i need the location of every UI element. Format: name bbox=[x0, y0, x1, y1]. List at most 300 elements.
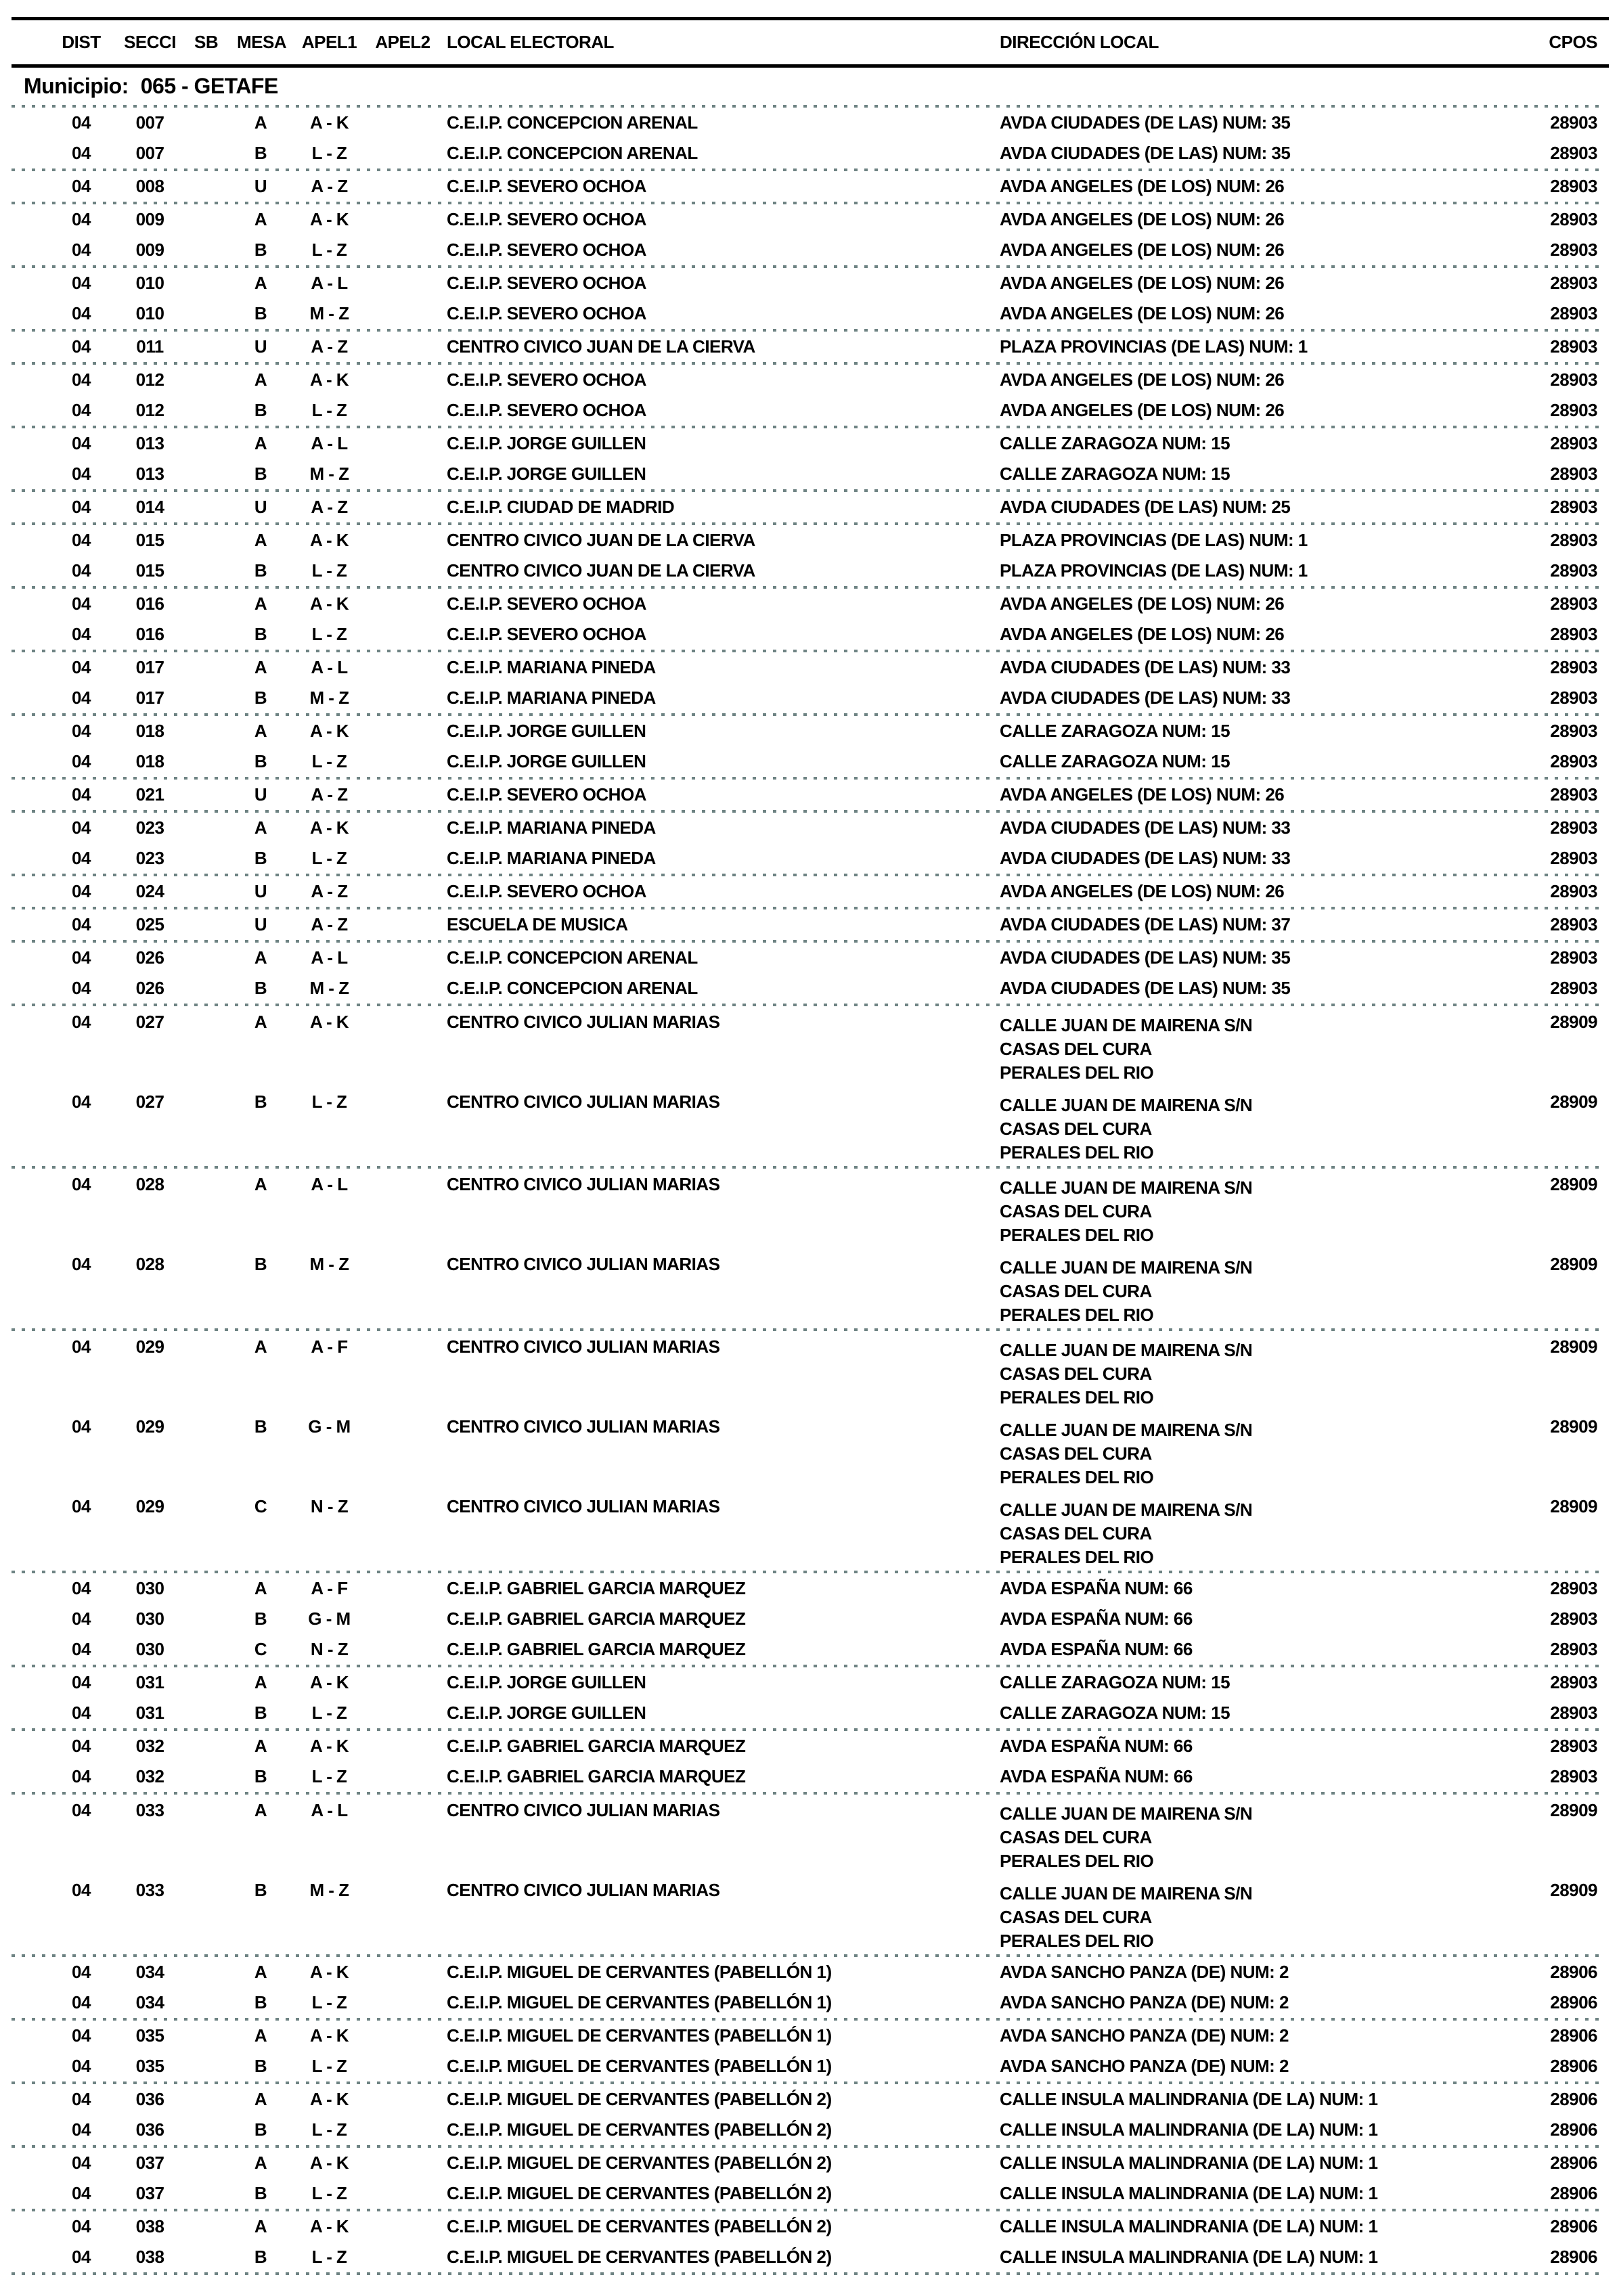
cell-direccion bbox=[1000, 751, 1446, 772]
cell-direccion bbox=[1000, 914, 1446, 935]
cell-apel1: L - Z bbox=[311, 2119, 347, 2140]
cell-local: C.E.I.P. SEVERO OCHOA bbox=[447, 369, 646, 390]
table-row bbox=[0, 2084, 1619, 2115]
table-row bbox=[0, 1731, 1619, 1761]
table-row bbox=[0, 492, 1619, 522]
cell-secci: 013 bbox=[135, 433, 164, 453]
cell-cpos: 28903 bbox=[1550, 112, 1597, 133]
cell-direccion bbox=[1000, 2247, 1446, 2268]
cell-secci: 015 bbox=[135, 530, 164, 550]
direccion-line: AVDA CIUDADES (DE LAS) NUM: 35 bbox=[1000, 978, 1291, 998]
cell-apel1: A - F bbox=[311, 1578, 348, 1598]
cell-dist: 04 bbox=[72, 1672, 91, 1692]
cell-direccion bbox=[1000, 1639, 1446, 1660]
cell-local: ESCUELA DE MUSICA bbox=[447, 914, 628, 935]
cell-secci: 036 bbox=[135, 2119, 164, 2140]
cell-secci: 029 bbox=[135, 1416, 164, 1437]
cell-secci: 016 bbox=[135, 624, 164, 644]
column-header-apel2: APEL2 bbox=[375, 32, 430, 52]
document-page bbox=[0, 17, 1619, 2275]
cell-secci: 018 bbox=[135, 721, 164, 741]
cell-secci: 033 bbox=[135, 1880, 164, 1900]
cell-mesa: B bbox=[254, 2247, 267, 2267]
direccion-line: AVDA CIUDADES (DE LAS) NUM: 35 bbox=[1000, 947, 1291, 968]
cell-cpos: 28903 bbox=[1550, 240, 1597, 260]
cell-mesa: B bbox=[254, 1703, 267, 1723]
direccion-line: CASAS DEL CURA bbox=[1000, 1364, 1152, 1384]
cell-local: CENTRO CIVICO JULIAN MARIAS bbox=[447, 1416, 720, 1437]
direccion-line: AVDA ANGELES (DE LOS) NUM: 26 bbox=[1000, 400, 1285, 420]
direccion-line: AVDA SANCHO PANZA (DE) NUM: 2 bbox=[1000, 2025, 1289, 2046]
table-row bbox=[0, 365, 1619, 395]
table-row bbox=[0, 204, 1619, 235]
cell-dist: 04 bbox=[72, 273, 91, 293]
direccion-line: AVDA ANGELES (DE LOS) NUM: 26 bbox=[1000, 624, 1285, 644]
cell-local: CENTRO CIVICO JULIAN MARIAS bbox=[447, 1174, 720, 1194]
cell-apel1: L - Z bbox=[311, 624, 347, 644]
cell-direccion bbox=[1000, 1336, 1446, 1410]
group-separator bbox=[12, 2272, 1604, 2275]
cell-cpos: 28903 bbox=[1550, 751, 1597, 771]
cell-secci: 038 bbox=[135, 2216, 164, 2236]
cell-secci: 035 bbox=[135, 2056, 164, 2076]
column-header-secci: SECCI bbox=[124, 32, 176, 52]
cell-mesa: B bbox=[254, 2183, 267, 2203]
column-header-cpos: CPOS bbox=[1549, 32, 1597, 52]
cell-dist: 04 bbox=[72, 336, 91, 357]
cell-apel1: A - K bbox=[309, 2025, 349, 2046]
cell-dist: 04 bbox=[72, 1766, 91, 1786]
cell-cpos: 28903 bbox=[1550, 497, 1597, 517]
cell-direccion bbox=[1000, 593, 1446, 614]
cell-direccion bbox=[1000, 273, 1446, 294]
cell-local: C.E.I.P. JORGE GUILLEN bbox=[447, 1672, 646, 1692]
direccion-line: PERALES DEL RIO bbox=[1000, 1547, 1154, 1567]
cell-dist: 04 bbox=[72, 2247, 91, 2267]
cell-secci: 015 bbox=[135, 560, 164, 581]
cell-local: C.E.I.P. MIGUEL DE CERVANTES (PABELLÓN 2) bbox=[447, 2119, 832, 2140]
cell-mesa: B bbox=[254, 848, 267, 868]
table-row bbox=[0, 1957, 1619, 1987]
column-header-sb: SB bbox=[194, 32, 219, 52]
table-row bbox=[0, 843, 1619, 874]
direccion-line: AVDA ANGELES (DE LOS) NUM: 26 bbox=[1000, 176, 1285, 196]
cell-local: C.E.I.P. MARIANA PINEDA bbox=[447, 848, 656, 868]
cell-direccion bbox=[1000, 784, 1446, 805]
cell-apel1: L - Z bbox=[311, 143, 347, 163]
direccion-line: AVDA ESPAÑA NUM: 66 bbox=[1000, 1736, 1193, 1756]
cell-local: C.E.I.P. GABRIEL GARCIA MARQUEZ bbox=[447, 1639, 746, 1659]
table-row bbox=[0, 943, 1619, 973]
cell-cpos: 28903 bbox=[1550, 176, 1597, 196]
cell-cpos: 28903 bbox=[1550, 209, 1597, 229]
cell-mesa: A bbox=[254, 2216, 267, 2236]
cell-dist: 04 bbox=[72, 1578, 91, 1598]
cell-cpos: 28906 bbox=[1550, 1992, 1597, 2012]
cell-apel1: L - Z bbox=[311, 2183, 347, 2203]
cell-secci: 035 bbox=[135, 2025, 164, 2046]
cell-direccion bbox=[1000, 1672, 1446, 1693]
cell-mesa: A bbox=[254, 530, 267, 550]
cell-local: C.E.I.P. SEVERO OCHOA bbox=[447, 593, 646, 614]
cell-mesa: B bbox=[254, 1091, 267, 1112]
cell-local: C.E.I.P. MARIANA PINEDA bbox=[447, 688, 656, 708]
column-header-mesa: MESA bbox=[237, 32, 287, 52]
cell-cpos: 28903 bbox=[1550, 593, 1597, 614]
cell-local: C.E.I.P. JORGE GUILLEN bbox=[447, 433, 646, 453]
cell-dist: 04 bbox=[72, 1608, 91, 1629]
cell-dist: 04 bbox=[72, 1336, 91, 1357]
cell-secci: 034 bbox=[135, 1962, 164, 1982]
cell-mesa: C bbox=[254, 1496, 267, 1516]
cell-local: C.E.I.P. CONCEPCION ARENAL bbox=[447, 143, 698, 163]
cell-mesa: A bbox=[254, 657, 267, 677]
cell-mesa: B bbox=[254, 2056, 267, 2076]
cell-dist: 04 bbox=[72, 1992, 91, 2012]
cell-local: CENTRO CIVICO JULIAN MARIAS bbox=[447, 1336, 720, 1357]
table-row bbox=[0, 1987, 1619, 2018]
cell-cpos: 28903 bbox=[1550, 303, 1597, 323]
direccion-line: AVDA CIUDADES (DE LAS) NUM: 35 bbox=[1000, 112, 1291, 133]
direccion-line: PERALES DEL RIO bbox=[1000, 1062, 1154, 1083]
direccion-line: CASAS DEL CURA bbox=[1000, 1281, 1152, 1301]
cell-local: CENTRO CIVICO JULIAN MARIAS bbox=[447, 1091, 720, 1112]
cell-local: C.E.I.P. MIGUEL DE CERVANTES (PABELLÓN 1) bbox=[447, 2025, 832, 2046]
cell-secci: 029 bbox=[135, 1336, 164, 1357]
cell-dist: 04 bbox=[72, 657, 91, 677]
cell-mesa: A bbox=[254, 721, 267, 741]
direccion-line: CALLE INSULA MALINDRANIA (DE LA) NUM: 1 bbox=[1000, 2247, 1378, 2267]
cell-direccion bbox=[1000, 1091, 1446, 1165]
cell-mesa: B bbox=[254, 1416, 267, 1437]
cell-mesa: A bbox=[254, 1578, 267, 1598]
cell-local: CENTRO CIVICO JULIAN MARIAS bbox=[447, 1254, 720, 1274]
cell-secci: 009 bbox=[135, 209, 164, 229]
direccion-line: CASAS DEL CURA bbox=[1000, 1039, 1152, 1059]
table-row bbox=[0, 1795, 1619, 1874]
cell-mesa: B bbox=[254, 751, 267, 771]
cell-secci: 014 bbox=[135, 497, 164, 517]
cell-apel1: N - Z bbox=[310, 1496, 349, 1516]
cell-mesa: U bbox=[254, 784, 267, 805]
cell-direccion bbox=[1000, 400, 1446, 421]
cell-mesa: A bbox=[254, 1174, 267, 1194]
cell-cpos: 28906 bbox=[1550, 2056, 1597, 2076]
cell-mesa: A bbox=[254, 369, 267, 390]
cell-local: C.E.I.P. CIUDAD DE MADRID bbox=[447, 497, 675, 517]
cell-dist: 04 bbox=[72, 2089, 91, 2109]
cell-mesa: B bbox=[254, 1992, 267, 2012]
table-row bbox=[0, 876, 1619, 907]
cell-dist: 04 bbox=[72, 947, 91, 968]
cell-local: C.E.I.P. MARIANA PINEDA bbox=[447, 817, 656, 838]
table-row bbox=[0, 973, 1619, 1004]
cell-local: C.E.I.P. GABRIEL GARCIA MARQUEZ bbox=[447, 1736, 746, 1756]
direccion-line: AVDA SANCHO PANZA (DE) NUM: 2 bbox=[1000, 2056, 1289, 2076]
cell-mesa: A bbox=[254, 593, 267, 614]
cell-local: CENTRO CIVICO JUAN DE LA CIERVA bbox=[447, 560, 755, 581]
direccion-line: CALLE ZARAGOZA NUM: 15 bbox=[1000, 464, 1230, 484]
cell-dist: 04 bbox=[72, 624, 91, 644]
direccion-line: AVDA ESPAÑA NUM: 66 bbox=[1000, 1766, 1193, 1786]
direccion-line: AVDA SANCHO PANZA (DE) NUM: 2 bbox=[1000, 1962, 1289, 1982]
cell-secci: 016 bbox=[135, 593, 164, 614]
cell-apel1: N - Z bbox=[310, 1639, 349, 1659]
cell-cpos: 28906 bbox=[1550, 2183, 1597, 2203]
direccion-line: CALLE INSULA MALINDRANIA (DE LA) NUM: 1 bbox=[1000, 2183, 1378, 2203]
cell-apel1: A - F bbox=[311, 1336, 348, 1357]
cell-apel1: L - Z bbox=[311, 2056, 347, 2076]
direccion-line: CASAS DEL CURA bbox=[1000, 1523, 1152, 1544]
cell-cpos: 28903 bbox=[1550, 1578, 1597, 1598]
cell-dist: 04 bbox=[72, 303, 91, 323]
cell-mesa: B bbox=[254, 560, 267, 581]
cell-cpos: 28906 bbox=[1550, 2025, 1597, 2046]
table-header-row bbox=[0, 20, 1619, 64]
cell-cpos: 28903 bbox=[1550, 433, 1597, 453]
direccion-line: AVDA ANGELES (DE LOS) NUM: 26 bbox=[1000, 593, 1285, 614]
cell-mesa: U bbox=[254, 497, 267, 517]
table-row bbox=[0, 909, 1619, 940]
cell-secci: 026 bbox=[135, 947, 164, 968]
direccion-line: CASAS DEL CURA bbox=[1000, 1907, 1152, 1927]
cell-dist: 04 bbox=[72, 2025, 91, 2046]
cell-direccion bbox=[1000, 817, 1446, 838]
direccion-line: AVDA ESPAÑA NUM: 66 bbox=[1000, 1639, 1193, 1659]
cell-mesa: A bbox=[254, 2025, 267, 2046]
cell-mesa: U bbox=[254, 881, 267, 901]
cell-mesa: A bbox=[254, 1672, 267, 1692]
table-row bbox=[0, 746, 1619, 777]
cell-apel1: A - K bbox=[309, 1012, 349, 1032]
cell-cpos: 28903 bbox=[1550, 784, 1597, 805]
cell-apel1: A - K bbox=[309, 2216, 349, 2236]
cell-direccion bbox=[1000, 1766, 1446, 1787]
cell-apel1: L - Z bbox=[311, 2247, 347, 2267]
cell-direccion bbox=[1000, 2056, 1446, 2077]
cell-cpos: 28909 bbox=[1550, 1091, 1597, 1112]
cell-apel1: A - L bbox=[311, 657, 348, 677]
cell-secci: 026 bbox=[135, 978, 164, 998]
cell-local: C.E.I.P. MIGUEL DE CERVANTES (PABELLÓN 1) bbox=[447, 1962, 832, 1982]
direccion-line: CASAS DEL CURA bbox=[1000, 1443, 1152, 1464]
cell-secci: 007 bbox=[135, 143, 164, 163]
cell-local: CENTRO CIVICO JUAN DE LA CIERVA bbox=[447, 336, 755, 357]
cell-local: C.E.I.P. MIGUEL DE CERVANTES (PABELLÓN 1) bbox=[447, 1992, 832, 2012]
cell-direccion bbox=[1000, 209, 1446, 230]
cell-dist: 04 bbox=[72, 240, 91, 260]
cell-apel1: A - K bbox=[309, 721, 349, 741]
cell-cpos: 28909 bbox=[1550, 1254, 1597, 1274]
municipio-label: Municipio: bbox=[24, 74, 129, 98]
table-row bbox=[0, 813, 1619, 843]
cell-apel1: A - L bbox=[311, 1800, 348, 1820]
cell-dist: 04 bbox=[72, 914, 91, 935]
cell-secci: 028 bbox=[135, 1254, 164, 1274]
cell-local: C.E.I.P. SEVERO OCHOA bbox=[447, 624, 646, 644]
cell-dist: 04 bbox=[72, 2153, 91, 2173]
cell-dist: 04 bbox=[72, 1091, 91, 1112]
cell-apel1: G - M bbox=[308, 1608, 351, 1629]
cell-cpos: 28903 bbox=[1550, 881, 1597, 901]
cell-apel1: L - Z bbox=[311, 848, 347, 868]
cell-direccion bbox=[1000, 1800, 1446, 1873]
direccion-line: CALLE INSULA MALINDRANIA (DE LA) NUM: 1 bbox=[1000, 2089, 1378, 2109]
table-row bbox=[0, 780, 1619, 810]
cell-apel1: A - K bbox=[309, 2153, 349, 2173]
cell-mesa: B bbox=[254, 400, 267, 420]
table-row bbox=[0, 332, 1619, 362]
cell-secci: 030 bbox=[135, 1639, 164, 1659]
direccion-line: CASAS DEL CURA bbox=[1000, 1119, 1152, 1139]
cell-apel1: A - L bbox=[311, 433, 348, 453]
direccion-line: CALLE ZARAGOZA NUM: 15 bbox=[1000, 433, 1230, 453]
cell-local: C.E.I.P. MIGUEL DE CERVANTES (PABELLÓN 2) bbox=[447, 2247, 832, 2267]
cell-direccion bbox=[1000, 530, 1446, 551]
column-header-direccion: DIRECCIÓN LOCAL bbox=[1000, 32, 1159, 52]
table-row bbox=[0, 235, 1619, 265]
cell-dist: 04 bbox=[72, 978, 91, 998]
table-row bbox=[0, 1331, 1619, 1411]
cell-secci: 010 bbox=[135, 303, 164, 323]
cell-dist: 04 bbox=[72, 1800, 91, 1820]
table-row bbox=[0, 1667, 1619, 1698]
cell-dist: 04 bbox=[72, 688, 91, 708]
direccion-line: AVDA ANGELES (DE LOS) NUM: 26 bbox=[1000, 240, 1285, 260]
cell-local: C.E.I.P. MIGUEL DE CERVANTES (PABELLÓN 2) bbox=[447, 2216, 832, 2236]
direccion-line: AVDA SANCHO PANZA (DE) NUM: 2 bbox=[1000, 1992, 1289, 2012]
cell-direccion bbox=[1000, 721, 1446, 742]
cell-local: C.E.I.P. JORGE GUILLEN bbox=[447, 1703, 646, 1723]
direccion-line: CALLE JUAN DE MAIRENA S/N bbox=[1000, 1095, 1253, 1115]
direccion-line: CALLE JUAN DE MAIRENA S/N bbox=[1000, 1500, 1253, 1520]
cell-local: C.E.I.P. SEVERO OCHOA bbox=[447, 881, 646, 901]
direccion-line: CALLE ZARAGOZA NUM: 15 bbox=[1000, 751, 1230, 771]
table-row bbox=[0, 589, 1619, 619]
cell-cpos: 28909 bbox=[1550, 1496, 1597, 1516]
cell-cpos: 28903 bbox=[1550, 1766, 1597, 1786]
cell-dist: 04 bbox=[72, 848, 91, 868]
cell-dist: 04 bbox=[72, 881, 91, 901]
cell-secci: 034 bbox=[135, 1992, 164, 2012]
cell-dist: 04 bbox=[72, 1496, 91, 1516]
cell-direccion bbox=[1000, 978, 1446, 999]
cell-apel1: L - Z bbox=[311, 400, 347, 420]
cell-secci: 021 bbox=[135, 784, 164, 805]
direccion-line: CALLE JUAN DE MAIRENA S/N bbox=[1000, 1883, 1253, 1904]
cell-cpos: 28903 bbox=[1550, 978, 1597, 998]
cell-direccion bbox=[1000, 1608, 1446, 1629]
direccion-line: PERALES DEL RIO bbox=[1000, 1851, 1154, 1871]
table-row bbox=[0, 1491, 1619, 1571]
table-row bbox=[0, 459, 1619, 489]
cell-cpos: 28903 bbox=[1550, 1703, 1597, 1723]
cell-dist: 04 bbox=[72, 530, 91, 550]
cell-mesa: B bbox=[254, 1766, 267, 1786]
cell-direccion bbox=[1000, 657, 1446, 678]
cell-direccion bbox=[1000, 464, 1446, 485]
table-row bbox=[0, 1086, 1619, 1166]
cell-dist: 04 bbox=[72, 2216, 91, 2236]
cell-local: C.E.I.P. JORGE GUILLEN bbox=[447, 721, 646, 741]
cell-cpos: 28906 bbox=[1550, 2089, 1597, 2109]
direccion-line: PLAZA PROVINCIAS (DE LAS) NUM: 1 bbox=[1000, 336, 1308, 357]
cell-apel1: A - L bbox=[311, 1174, 348, 1194]
cell-cpos: 28906 bbox=[1550, 2119, 1597, 2140]
cell-dist: 04 bbox=[72, 784, 91, 805]
cell-dist: 04 bbox=[72, 1416, 91, 1437]
table-row bbox=[0, 2178, 1619, 2209]
cell-cpos: 28903 bbox=[1550, 464, 1597, 484]
cell-local: CENTRO CIVICO JUAN DE LA CIERVA bbox=[447, 530, 755, 550]
table-row bbox=[0, 138, 1619, 168]
cell-secci: 038 bbox=[135, 2247, 164, 2267]
cell-cpos: 28903 bbox=[1550, 1639, 1597, 1659]
cell-dist: 04 bbox=[72, 433, 91, 453]
cell-secci: 031 bbox=[135, 1703, 164, 1723]
cell-secci: 011 bbox=[136, 336, 164, 357]
cell-direccion bbox=[1000, 497, 1446, 518]
cell-local: C.E.I.P. SEVERO OCHOA bbox=[447, 176, 646, 196]
cell-secci: 033 bbox=[135, 1800, 164, 1820]
cell-apel1: A - K bbox=[309, 1672, 349, 1692]
cell-local: C.E.I.P. MIGUEL DE CERVANTES (PABELLÓN 2) bbox=[447, 2089, 832, 2109]
cell-apel1: G - M bbox=[308, 1416, 351, 1437]
cell-apel1: A - K bbox=[309, 209, 349, 229]
table-row bbox=[0, 1698, 1619, 1728]
cell-cpos: 28903 bbox=[1550, 1608, 1597, 1629]
cell-dist: 04 bbox=[72, 751, 91, 771]
cell-secci: 012 bbox=[135, 369, 164, 390]
cell-mesa: B bbox=[254, 143, 267, 163]
cell-secci: 023 bbox=[135, 817, 164, 838]
direccion-line: AVDA CIUDADES (DE LAS) NUM: 33 bbox=[1000, 848, 1291, 868]
cell-direccion bbox=[1000, 2216, 1446, 2237]
direccion-line: PLAZA PROVINCIAS (DE LAS) NUM: 1 bbox=[1000, 560, 1308, 581]
table-row bbox=[0, 525, 1619, 556]
cell-apel1: A - K bbox=[309, 1962, 349, 1982]
cell-local: C.E.I.P. MIGUEL DE CERVANTES (PABELLÓN 1) bbox=[447, 2056, 832, 2076]
direccion-line: PERALES DEL RIO bbox=[1000, 1931, 1154, 1951]
cell-mesa: A bbox=[254, 1800, 267, 1820]
cell-cpos: 28906 bbox=[1550, 2247, 1597, 2267]
cell-cpos: 28903 bbox=[1550, 369, 1597, 390]
cell-direccion bbox=[1000, 1496, 1446, 1569]
table-row bbox=[0, 2148, 1619, 2178]
cell-cpos: 28903 bbox=[1550, 624, 1597, 644]
column-header-apel1: APEL1 bbox=[301, 32, 357, 52]
cell-mesa: A bbox=[254, 112, 267, 133]
table-row bbox=[0, 428, 1619, 459]
cell-direccion bbox=[1000, 369, 1446, 390]
cell-cpos: 28903 bbox=[1550, 273, 1597, 293]
direccion-line: PERALES DEL RIO bbox=[1000, 1467, 1154, 1487]
table-row bbox=[0, 619, 1619, 650]
cell-secci: 023 bbox=[135, 848, 164, 868]
cell-mesa: B bbox=[254, 1608, 267, 1629]
direccion-line: CALLE JUAN DE MAIRENA S/N bbox=[1000, 1015, 1253, 1035]
cell-direccion bbox=[1000, 624, 1446, 645]
cell-mesa: A bbox=[254, 817, 267, 838]
cell-apel1: A - Z bbox=[311, 336, 348, 357]
cell-secci: 008 bbox=[135, 176, 164, 196]
cell-apel1: A - Z bbox=[311, 914, 348, 935]
cell-secci: 024 bbox=[135, 881, 164, 901]
table-row bbox=[0, 268, 1619, 298]
direccion-line: CALLE INSULA MALINDRANIA (DE LA) NUM: 1 bbox=[1000, 2119, 1378, 2140]
cell-apel1: A - L bbox=[311, 273, 348, 293]
cell-direccion bbox=[1000, 2089, 1446, 2110]
